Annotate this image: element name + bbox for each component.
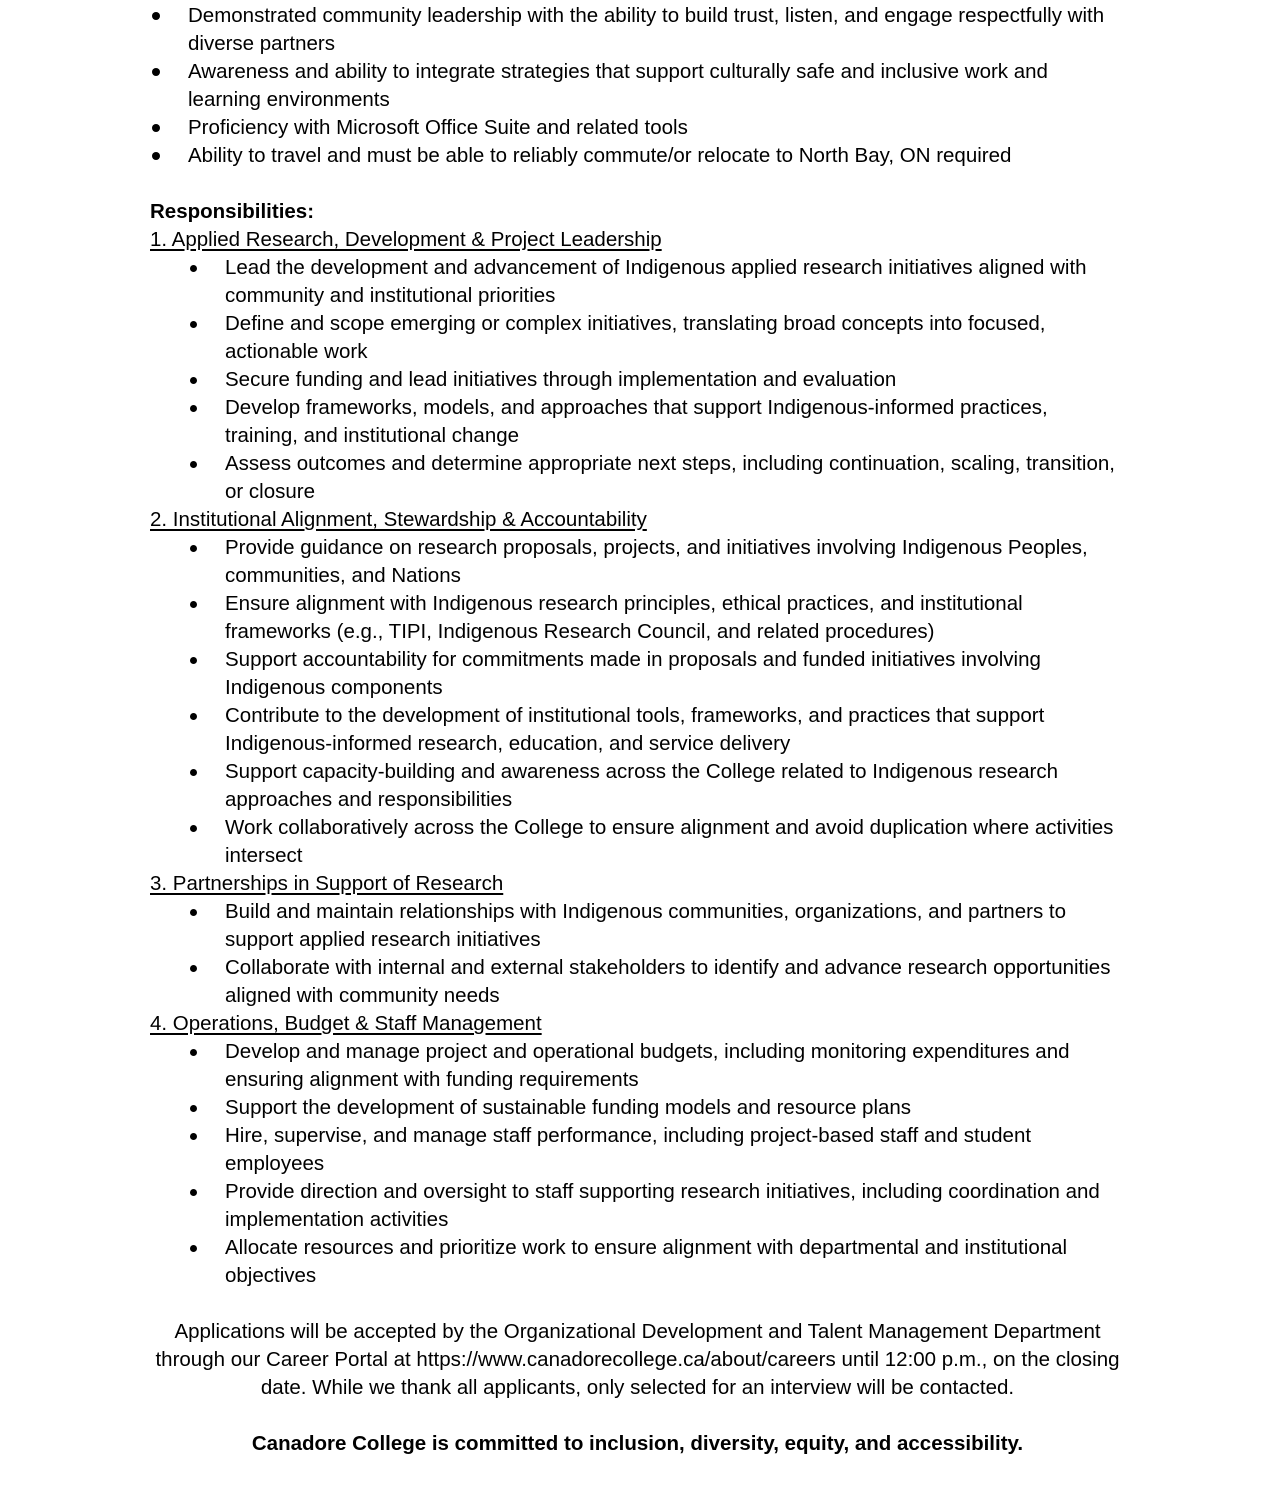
list-item: Secure funding and lead initiatives through implementation and evaluation: [150, 366, 1125, 394]
list-item: Hire, supervise, and manage staff performance, including project-based staff and student employees: [150, 1122, 1125, 1178]
list-item: Develop frameworks, models, and approaches that support Indigenous-informed practices, training, and institutional change: [150, 394, 1125, 450]
partnerships-list: [150, 898, 1125, 1010]
list-item: Demonstrated community leadership with the ability to build trust, listen, and engage respectfully with diverse partners: [150, 2, 1125, 58]
list-item: Build and maintain relationships with Indigenous communities, organizations, and partners to support applied research initiatives: [150, 898, 1125, 954]
list-item: Collaborate with internal and external stakeholders to identify and advance research opportunities aligned with community needs: [150, 954, 1125, 1010]
section-heading-operations: 4. Operations, Budget & Staff Management: [150, 1012, 542, 1035]
list-item: Ensure alignment with Indigenous research principles, ethical practices, and institutional frameworks (e.g., TIPI, Indigenous Research Council, and related procedures): [150, 590, 1125, 646]
section-heading-alignment: 2. Institutional Alignment, Stewardship & Accountability: [150, 508, 647, 531]
list-item: Proficiency with Microsoft Office Suite and related tools: [150, 114, 1125, 142]
list-item: Define and scope emerging or complex initiatives, translating broad concepts into focused, actionable work: [150, 310, 1125, 366]
list-item: Lead the development and advancement of Indigenous applied research initiatives aligned with community and institutional priorities: [150, 254, 1125, 310]
operations-list: [150, 1038, 1125, 1290]
section-heading-research: 1. Applied Research, Development & Project Leadership: [150, 228, 662, 251]
spacer: [150, 1290, 1125, 1318]
closing-statement: Canadore College is committed to inclusion, diversity, equity, and accessibility.: [251, 1432, 1024, 1455]
spacer: [150, 170, 1125, 198]
list-item: Support the development of sustainable funding models and resource plans: [150, 1094, 1125, 1122]
applications-paragraph: Applications will be accepted by the Organizational Development and Talent Management Department through our Career Portal at https://www.canadorecollege.ca/about/careers until 12:00 p.m., on the closing date. While we thank all applicants, only selected for an interview will be contacted.: [155, 1320, 1120, 1399]
responsibilities-heading: Responsibilities:: [150, 200, 315, 223]
document-page: [150, 2, 1125, 1458]
list-item: Provide guidance on research proposals, projects, and initiatives involving Indigenous Peoples, communities, and Nations: [150, 534, 1125, 590]
list-item: Provide direction and oversight to staff supporting research initiatives, including coordination and implementation activities: [150, 1178, 1125, 1234]
list-item: Awareness and ability to integrate strategies that support culturally safe and inclusive work and learning environments: [150, 58, 1125, 114]
list-item: Allocate resources and prioritize work to ensure alignment with departmental and institutional objectives: [150, 1234, 1125, 1290]
list-item: Develop and manage project and operational budgets, including monitoring expenditures and ensuring alignment with funding requirements: [150, 1038, 1125, 1094]
research-list: [150, 254, 1125, 506]
list-item: Support capacity-building and awareness across the College related to Indigenous research approaches and responsibilities: [150, 758, 1125, 814]
qualifications-list: [150, 2, 1125, 170]
list-item: Support accountability for commitments made in proposals and funded initiatives involving Indigenous components: [150, 646, 1125, 702]
section-heading-partnerships: 3. Partnerships in Support of Research: [150, 872, 504, 895]
list-item: Contribute to the development of institutional tools, frameworks, and practices that support Indigenous-informed research, education, and service delivery: [150, 702, 1125, 758]
list-item: Work collaboratively across the College to ensure alignment and avoid duplication where activities intersect: [150, 814, 1125, 870]
list-item: Ability to travel and must be able to reliably commute/or relocate to North Bay, ON required: [150, 142, 1125, 170]
alignment-list: [150, 534, 1125, 870]
spacer: [150, 1402, 1125, 1430]
list-item: Assess outcomes and determine appropriate next steps, including continuation, scaling, transition, or closure: [150, 450, 1125, 506]
